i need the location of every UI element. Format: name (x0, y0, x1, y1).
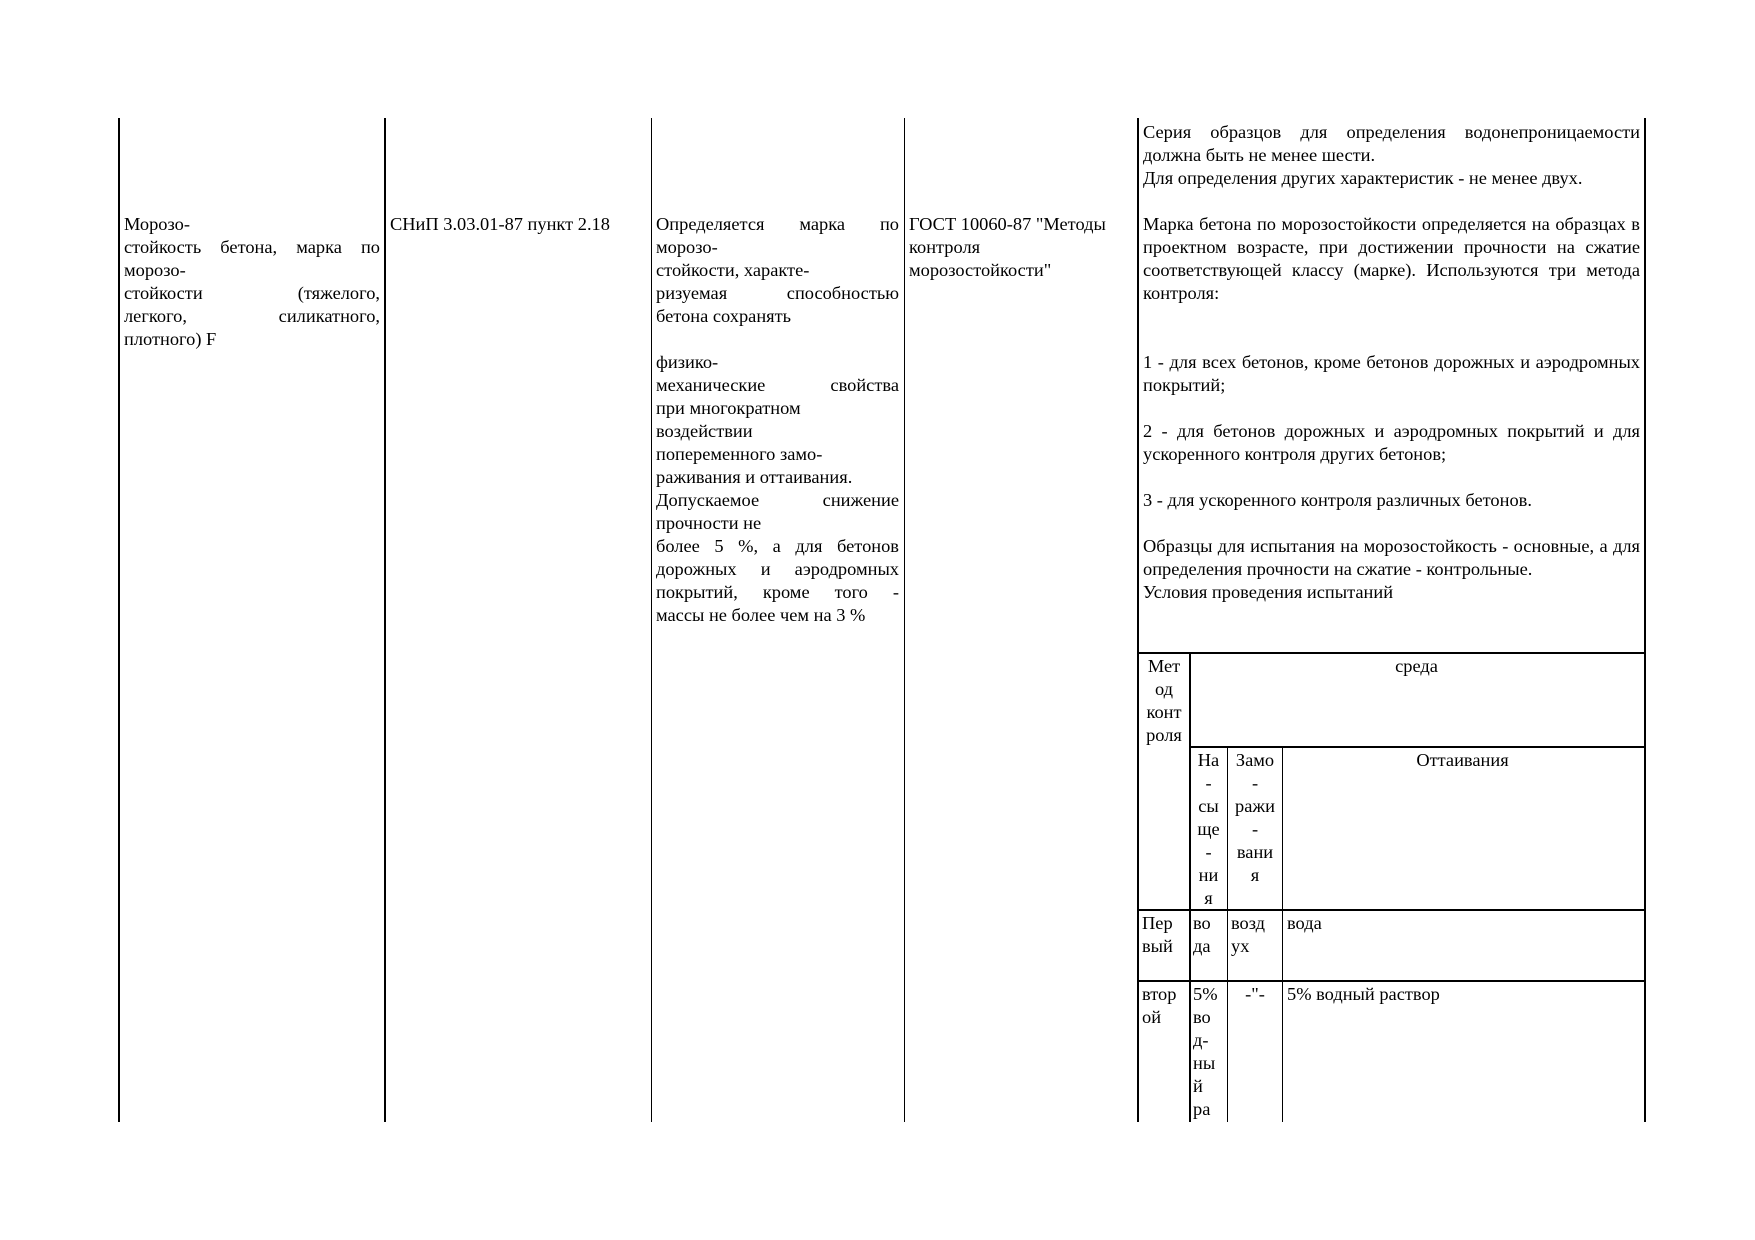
description-line: бетона сохранять (656, 306, 792, 326)
parameter-line: морозо- (124, 260, 186, 280)
description-line: покрытий, кроме того - (656, 582, 899, 602)
note-series: Серия образцов для определения водонепроницаемости должна быть не менее шести. (1143, 122, 1640, 165)
column-divider-1 (384, 118, 386, 1122)
inner-table-row-border (1137, 980, 1645, 982)
inner-header-method: Мет од конт роля (1146, 656, 1182, 745)
inner-row-1-saturation: во да (1193, 913, 1211, 956)
description-line: воздействии (656, 421, 753, 441)
normative-text: СНиП 3.03.01-87 пункт 2.18 (390, 214, 610, 234)
table-border-left (118, 118, 120, 1122)
gost-line: контроля (909, 237, 981, 257)
inner-row-1-thawing: вода (1287, 913, 1322, 933)
parameter-line: легкого, силикатного, (124, 306, 380, 326)
note-conditions: Условия проведения испытаний (1143, 582, 1394, 602)
inner-col-divider-freezing (1282, 746, 1283, 1122)
note-method-1: 1 - для всех бетонов, кроме бетонов дорожных и аэродромных покрытий; (1143, 352, 1640, 395)
inner-row-2-method: втор ой (1142, 984, 1177, 1027)
normative-cell (390, 213, 646, 236)
description-line: прочности не (656, 513, 762, 533)
inner-table-top-border (1137, 652, 1645, 654)
column-divider-4 (1137, 118, 1139, 1122)
inner-subheader-saturation: На - сы ще - ни я (1197, 750, 1220, 908)
table-border-right (1644, 118, 1646, 1122)
description-line: Допускаемое снижение (656, 490, 899, 510)
inner-row-1-freezing: возд ух (1231, 913, 1266, 956)
description-line: стойкости, характе- (656, 260, 810, 280)
description-line: физико- (656, 352, 719, 372)
note-other: Для определения других характеристик - не менее двух. (1143, 168, 1583, 188)
note-method-3: 3 - для ускоренного контроля различных бетонов. (1143, 490, 1532, 510)
description-line: Определяется марка по (656, 214, 899, 234)
gost-cell (909, 213, 1135, 282)
notes-cell (1143, 121, 1640, 604)
inner-row-1-method: Пер вый (1142, 913, 1173, 956)
description-line: механические свойства (656, 375, 899, 395)
description-line: при многократном (656, 398, 801, 418)
description-cell (656, 213, 899, 627)
inner-subheader-freezing: Замо - ражи - вани я (1235, 750, 1275, 885)
parameter-cell (124, 213, 380, 351)
note-mark: Марка бетона по морозостойкости определяется на образцах в проектном возрасте, при достижении прочности на сжатие соответствующей классу (марке). Используются три метода контроля: (1143, 214, 1640, 303)
inner-subheader-thawing: Оттаивания (1416, 750, 1509, 770)
note-samples: Образцы для испытания на морозостойкость - основные, а для определения прочности на сжатие - контрольные. (1143, 536, 1640, 579)
note-method-2: 2 - для бетонов дорожных и аэродромных покрытий и для ускоренного контроля других бетонов; (1143, 421, 1640, 464)
gost-line: ГОСТ 10060-87 "Методы (909, 214, 1106, 234)
column-divider-3 (904, 118, 905, 1122)
inner-row-2-thawing: 5% водный раствор (1287, 984, 1440, 1004)
description-line: морозо- (656, 237, 718, 257)
inner-table-subheader-border (1190, 746, 1645, 748)
description-line: ризуемая способностью (656, 283, 899, 303)
inner-row-2-saturation: 5% во д- ны й ра (1193, 984, 1218, 1119)
inner-header-environment: среда (1395, 656, 1438, 676)
description-line: раживания и оттаивания. (656, 467, 853, 487)
column-divider-2 (651, 118, 652, 1122)
parameter-line: плотного) F (124, 329, 217, 349)
parameter-line: стойкости (тяжелого, (124, 283, 380, 303)
inner-row-2-freezing: -"- (1245, 984, 1265, 1004)
parameter-line: Морозо- (124, 214, 190, 234)
description-line: дорожных и аэродромных (656, 559, 899, 579)
description-line: попеременного замо- (656, 444, 823, 464)
parameter-line: стойкость бетона, марка по (124, 237, 380, 257)
gost-line: морозостойкости" (909, 260, 1052, 280)
description-line: более 5 %, а для бетонов (656, 536, 899, 556)
description-line: массы не более чем на 3 % (656, 605, 866, 625)
